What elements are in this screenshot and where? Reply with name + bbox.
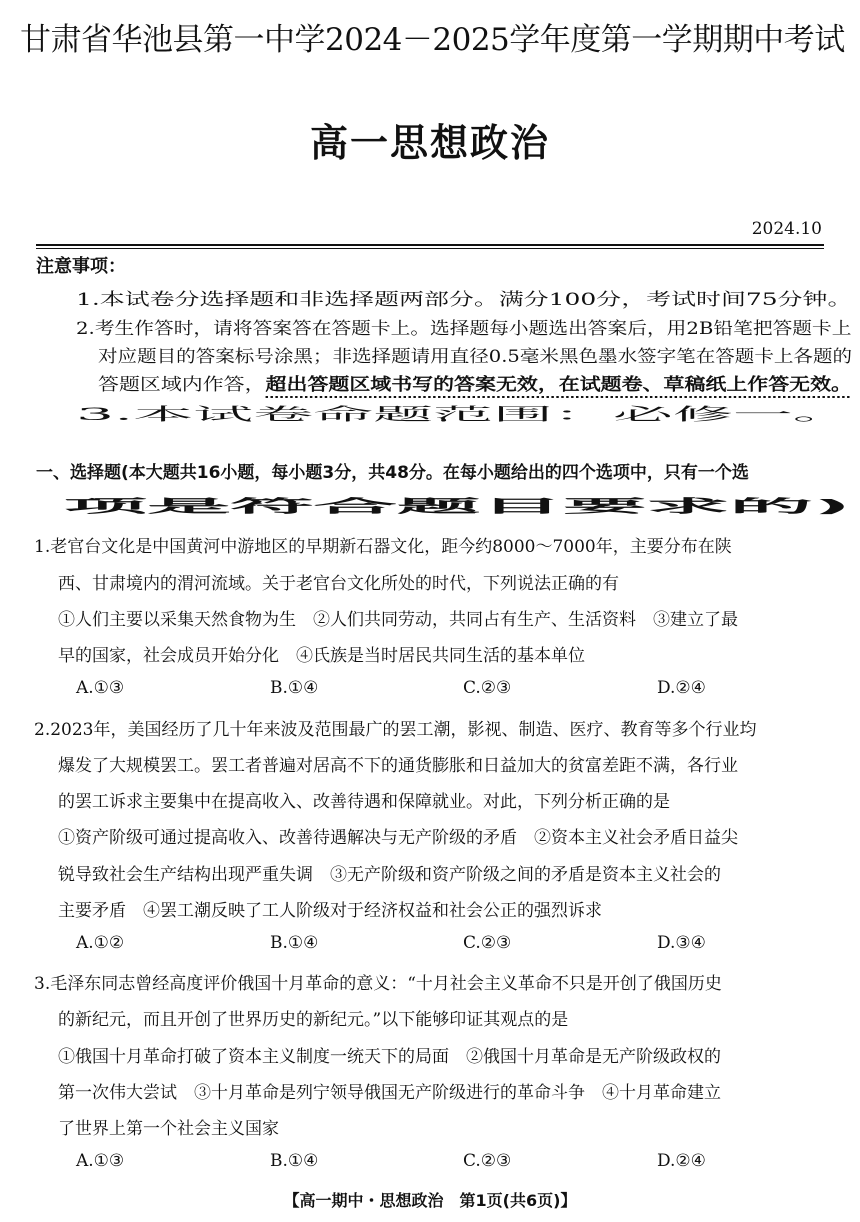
question-2-line-1: 2.2023年，美国经历了几十年来波及范围最广的罢工潮，影视、制造、医疗、教育等多个行业均 <box>34 720 757 740</box>
question-3-line-4: 第一次伟大尝试 ③十月革命是列宁领导俄国无产阶级进行的革命斗争 ④十月革命建立 <box>58 1083 721 1103</box>
question-3-option-b: B.①④ <box>270 1151 319 1171</box>
question-2-line-6: 主要矛盾 ④罢工潮反映了工人阶级对于经济权益和社会公正的强烈诉求 <box>58 901 602 921</box>
question-1-line-3: ①人们主要以采集天然食物为生 ②人们共同劳动，共同占有生产、生活资料 ③建立了最 <box>58 610 738 630</box>
question-3-line-2: 的新纪元，而且开创了世界历史的新纪元。”以下能够印证其观点的是 <box>58 1010 569 1030</box>
notice-item-2-line-3-plain: 答题区域内作答， <box>98 375 266 395</box>
question-1-line-1: 1.老官台文化是中国黄河中游地区的早期新石器文化，距今约8000～7000年，主要分布在陕 <box>34 537 732 557</box>
question-2-line-5: 锐导致社会生产结构出现严重失调 ③无产阶级和资产阶级之间的矛盾是资本主义社会的 <box>58 865 721 885</box>
question-2-option-a: A.①② <box>76 933 125 953</box>
header-divider-thin <box>36 248 824 249</box>
question-3-option-c: C.②③ <box>463 1151 512 1171</box>
exam-date: 2024.10 <box>751 219 822 239</box>
notice-emphasis: 超出答题区域书写的答案无效，在试题卷、草稿纸上作答无效。 <box>265 375 852 395</box>
question-3-option-a: A.①③ <box>76 1151 125 1171</box>
question-2-option-d: D.③④ <box>657 933 706 953</box>
subject-title: 高一思想政治 <box>309 121 550 165</box>
question-3-option-d: D.②④ <box>657 1151 706 1171</box>
question-1-line-2: 西、甘肃境内的渭河流域。关于老官台文化所处的时代，下列说法正确的有 <box>58 574 619 594</box>
question-3-line-1: 3.毛泽东同志曾经高度评价俄国十月革命的意义：“十月社会主义革命不只是开创了俄国历史 <box>34 974 722 994</box>
question-1-line-4: 早的国家，社会成员开始分化 ④氏族是当时居民共同生活的基本单位 <box>58 646 585 666</box>
question-2-line-4: ①资产阶级可通过提高收入、改善待遇解决与无产阶级的矛盾 ②资本主义社会矛盾日益尖 <box>58 828 738 848</box>
page-footer: 【高一期中・思想政治 第1页(共6页)】 <box>283 1191 577 1210</box>
question-3-line-3: ①俄国十月革命打破了资本主义制度一统天下的局面 ②俄国十月革命是无产阶级政权的 <box>58 1047 721 1067</box>
exam-title: 甘肃省华池县第一中学2024－2025学年度第一学期期中考试 <box>20 22 845 58</box>
section-1-heading-line-1: 一、选择题(本大题共16小题，每小题3分，共48分。在每小题给出的四个选项中，只有一个选 <box>36 463 749 483</box>
notice-item-2-line-2: 对应题目的答案标号涂黑；非选择题请用直径0.5毫米黑色墨水签字笔在答题卡上各题的 <box>98 347 853 367</box>
section-1-heading-line-2: 项是符合题目要求的) <box>64 497 851 517</box>
notice-item-1: 1.本试卷分选择题和非选择题两部分。满分100分，考试时间75分钟。 <box>76 290 853 310</box>
question-1-option-c: C.②③ <box>463 678 512 698</box>
question-1-option-d: D.②④ <box>657 678 706 698</box>
notice-item-2-line-1: 2.考生作答时，请将答案答在答题卡上。选择题每小题选出答案后，用2B铅笔把答题卡上 <box>76 319 852 339</box>
question-1-option-a: A.①③ <box>76 678 125 698</box>
header-divider-thick <box>36 244 824 246</box>
notice-item-3: 3.本试卷命题范围：必修一。 <box>76 405 853 425</box>
question-3-line-5: 了世界上第一个社会主义国家 <box>58 1119 279 1139</box>
notice-item-2-line-3 <box>98 370 852 395</box>
notice-heading: 注意事项： <box>36 256 126 277</box>
question-1-option-b: B.①④ <box>270 678 319 698</box>
question-2-line-2: 爆发了大规模罢工。罢工者普遍对居高不下的通货膨胀和日益加大的贫富差距不满，各行业 <box>58 756 738 776</box>
question-2-option-c: C.②③ <box>463 933 512 953</box>
question-2-option-b: B.①④ <box>270 933 319 953</box>
question-2-line-3: 的罢工诉求主要集中在提高收入、改善待遇和保障就业。对此，下列分析正确的是 <box>58 792 670 812</box>
